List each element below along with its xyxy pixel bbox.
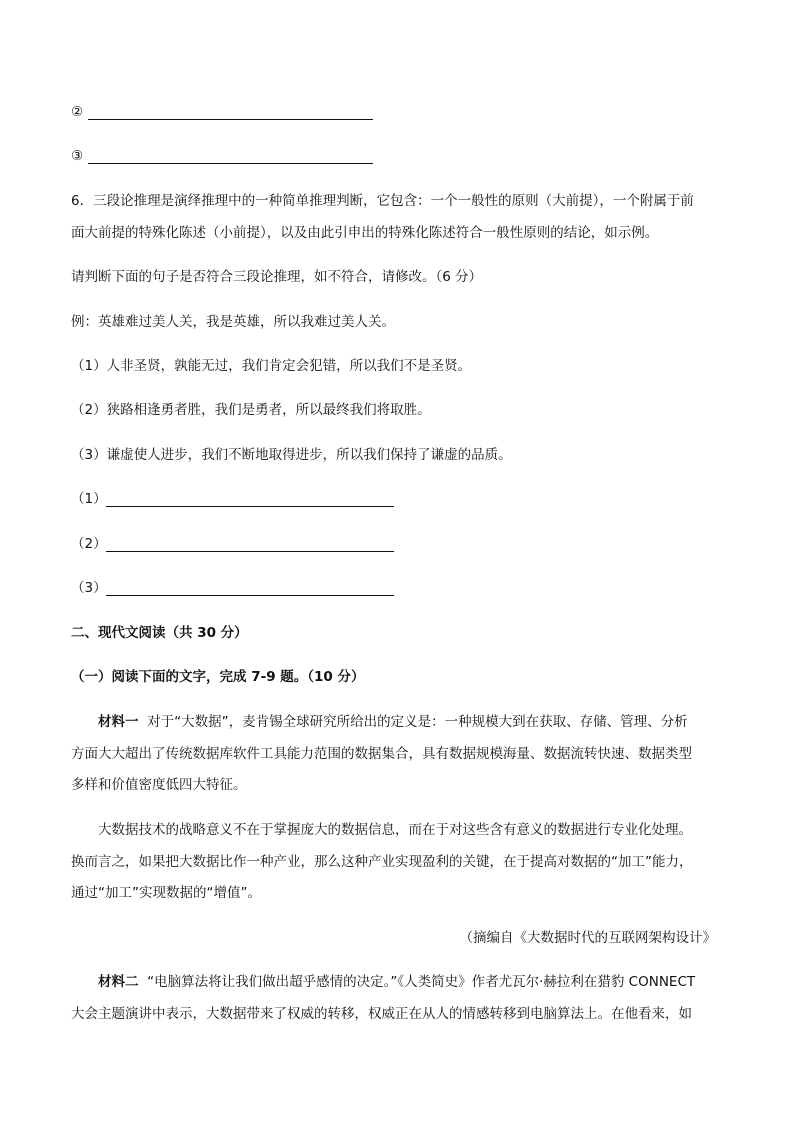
question-6-item-1: （1）人非圣贤，孰能无过，我们肯定会犯错，所以我们不是圣贤。 (71, 358, 472, 374)
material-2-line-1 (98, 972, 695, 992)
material-1-paragraph-1-line-1 (98, 712, 688, 732)
question-6-instruction: 请判断下面的句子是否符合三段论推理，如不符合，请修改。（6 分） (71, 269, 483, 285)
answer-underline (106, 551, 394, 552)
answer-underline (106, 506, 394, 507)
question-6-line-2: 面大前提的特殊化陈述（小前提），以及由此引申出的特殊化陈述符合一般性原则的结论，如示例。 (71, 225, 659, 241)
answer-underline (88, 119, 373, 120)
material-1-paragraph-2-line-3: 通过“加工”实现数据的“增值”。 (71, 885, 261, 901)
blank-marker: （1） (71, 491, 107, 507)
blank-marker: （2） (71, 536, 107, 552)
answer-blank-2[interactable] (71, 102, 83, 122)
material-1-label: 材料一 (98, 714, 139, 730)
question-6-example: 例：英雄难过美人关，我是英雄，所以我难过美人关。 (71, 314, 395, 330)
question-6-item-3: （3）谦虚使人进步，我们不断地取得进步，所以我们保持了谦虚的品质。 (71, 447, 512, 463)
question-6-line-1: 6．三段论推理是演绎推理中的一种简单推理判断，它包含：一个一般性的原则（大前提），一个附属于前 (71, 193, 694, 209)
answer-blank-q6-2[interactable] (71, 534, 107, 554)
section-2-title: 二、现代文阅读（共 30 分） (71, 625, 248, 641)
answer-blank-3[interactable] (71, 146, 83, 166)
blank-marker: ③ (71, 148, 84, 164)
section-2-subtitle: （一）阅读下面的文字，完成 7-9 题。（10 分） (71, 669, 365, 685)
answer-blank-q6-3[interactable] (71, 578, 107, 598)
material-1-paragraph-2-line-1: 大数据技术的战略意义不在于掌握庞大的数据信息，而在于对这些含有意义的数据进行专业化处理。 (98, 822, 692, 838)
blank-marker: ② (71, 104, 84, 120)
material-1-paragraph-1-line-3: 多样和价值密度低四大特征。 (71, 777, 247, 793)
material-2-label: 材料二 (98, 974, 139, 990)
material-1-source: （摘编自《大数据时代的互联网架构设计》 (459, 930, 716, 946)
answer-blank-q6-1[interactable] (71, 489, 107, 509)
material-2-text: “电脑算法将让我们做出超乎感情的决定。”《人类简史》作者尤瓦尔·赫拉利在猎豹 CONNECT (147, 974, 696, 990)
answer-underline (88, 163, 373, 164)
material-1-paragraph-2-line-2: 换而言之，如果把大数据比作一种产业，那么这种产业实现盈利的关键，在于提高对数据的“加工”能力， (71, 854, 693, 870)
material-2-line-2: 大会主题演讲中表示，大数据带来了权威的转移，权威正在从人的情感转移到电脑算法上。在他看来，如 (71, 1006, 692, 1022)
material-1-paragraph-1-line-2: 方面大大超出了传统数据库软件工具能力范围的数据集合，具有数据规模海量、数据流转快速、数据类型 (71, 746, 692, 762)
question-6-item-2: （2）狭路相逢勇者胜，我们是勇者，所以最终我们将取胜。 (71, 402, 431, 418)
answer-underline (106, 595, 394, 596)
blank-marker: （3） (71, 580, 107, 596)
material-1-text: 对于“大数据”，麦肯锡全球研究所给出的定义是：一种规模大到在获取、存储、管理、分析 (147, 714, 688, 730)
